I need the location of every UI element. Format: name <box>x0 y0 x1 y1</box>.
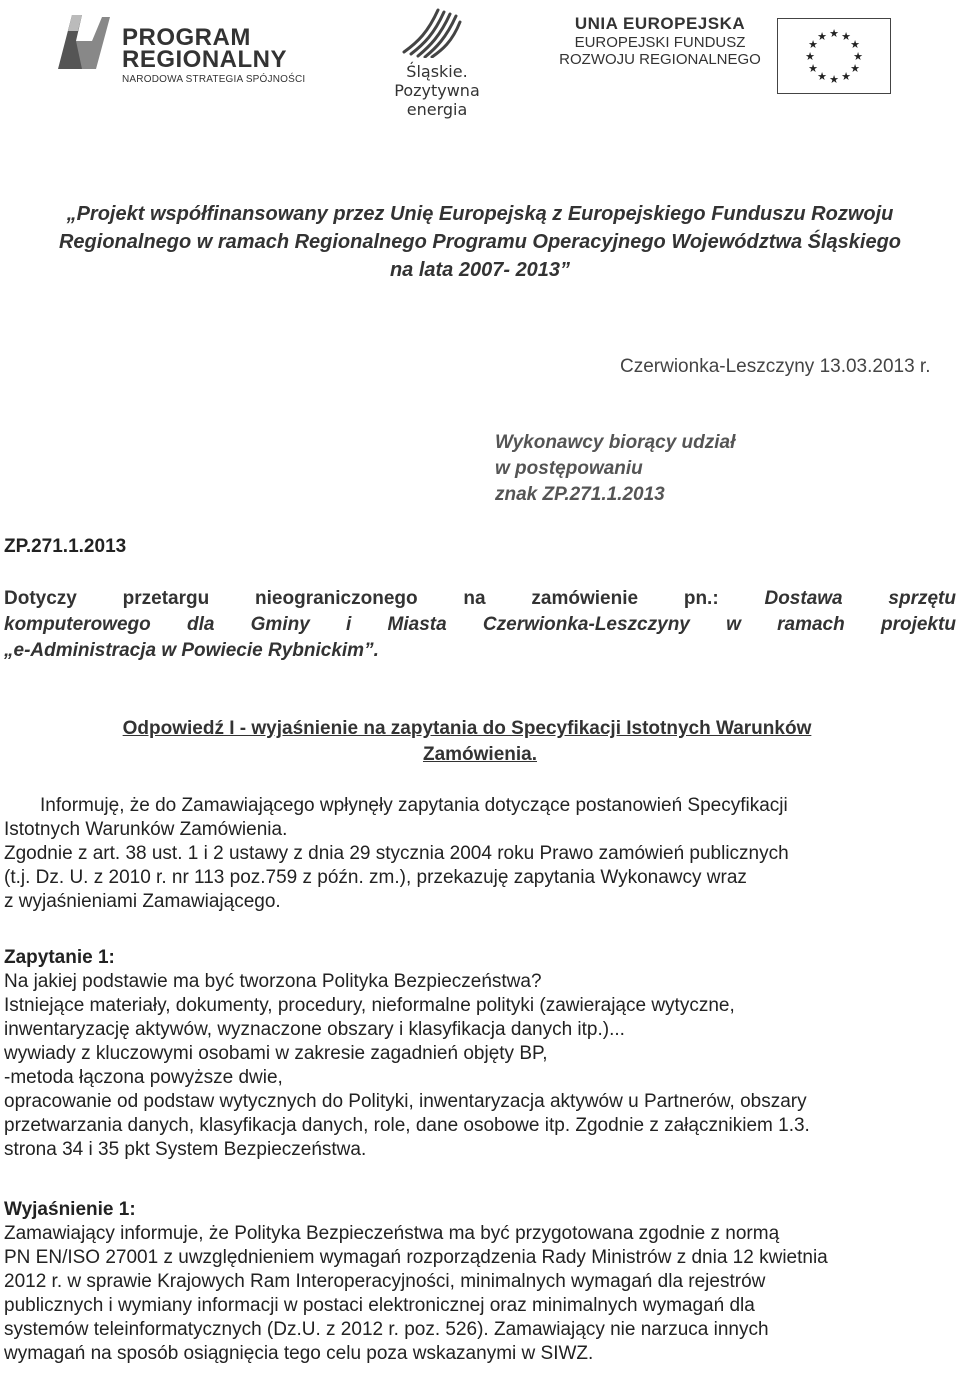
addressee-line2: w postępowaniu <box>495 458 643 479</box>
project-funding-title <box>4 200 956 284</box>
explanation-heading: Wyjaśnienie 1: <box>4 1199 136 1220</box>
addressee-line1: Wykonawcy biorący udział <box>495 432 736 453</box>
eu-logo <box>555 14 955 94</box>
subject-word: nieograniczonego <box>255 588 418 609</box>
explanation-line: 2012 r. w sprawie Krajowych Ram Interoperacyjności, minimalnych wymagań dla rejestrów <box>4 1271 766 1292</box>
svg-text:★: ★ <box>841 30 851 43</box>
program-regionalny-emblem <box>52 11 114 73</box>
project-title-line2: Regionalnego w ramach Regionalnego Programu Operacyjnego Województwa Śląskiego <box>58 231 902 253</box>
svg-text:★: ★ <box>817 30 827 43</box>
intro-line: Informuję, że do Zamawiającego wpłynęły zapytania dotyczące postanowień Specyfikacji <box>40 795 788 816</box>
subject-line2 <box>4 612 956 638</box>
explanation-line: publicznych i wymiany informacji w postaci elektronicznej oraz minimalnych wymagań dla <box>4 1295 755 1316</box>
program-regionalny-logo <box>52 5 312 85</box>
subject-word: w <box>726 614 741 635</box>
intro-line: Zgodnie z art. 38 ust. 1 i 2 ustawy z dnia 29 stycznia 2004 roku Prawo zamówień publicznych <box>4 843 789 864</box>
logo-ue-line2: EUROPEJSKI FUNDUSZ <box>574 34 746 51</box>
subject-word: projektu <box>880 614 956 635</box>
question-line: przetwarzania danych, klasyfikacja danych, role, dane osobowe itp. Zgodnie z załącznikiem 1.3. <box>4 1115 810 1136</box>
answer-title-line2: Zamówienia. <box>422 744 538 765</box>
subject-word: Dostawa <box>764 588 843 609</box>
svg-text:★: ★ <box>805 50 815 63</box>
subject-word: zamówienie <box>531 588 639 609</box>
logo-slaskie-line2: Pozytywna energia <box>394 81 480 119</box>
question-line: wywiady z kluczowymi osobami w zakresie zagadnień objęty BP, <box>4 1043 548 1064</box>
subject-word: sprzętu <box>888 588 956 609</box>
subject-word: Czerwionka-Leszczyny <box>482 614 690 635</box>
question-line: -metoda łączona powyższe dwie, <box>4 1067 283 1088</box>
svg-text:★: ★ <box>829 27 839 40</box>
subject-word: Dotyczy <box>4 588 77 609</box>
logo-program-line1: PROGRAM <box>122 24 251 51</box>
question-line: opracowanie od podstaw wytycznych do Polityki, inwentaryzacja aktywów u Partnerów, obszary <box>4 1091 807 1112</box>
addressee-block <box>495 430 955 508</box>
subject-line1 <box>4 586 956 612</box>
project-title-line3: na lata 2007- 2013” <box>389 259 571 281</box>
svg-text:★: ★ <box>808 62 818 75</box>
logo-program-line3: NARODOWA STRATEGIA SPÓJNOŚCI <box>122 74 306 85</box>
slaskie-logo <box>362 2 512 119</box>
svg-text:★: ★ <box>853 50 863 63</box>
svg-text:★: ★ <box>817 70 827 83</box>
answer-title-line1: Odpowiedź I - wyjaśnienie na zapytania do Specyfikacji Istotnych Warunków <box>122 718 812 739</box>
intro-line: z wyjaśnieniami Zamawiającego. <box>4 891 281 912</box>
answer-title <box>4 716 956 768</box>
slaskie-wave-emblem <box>398 2 464 58</box>
explanation-line: PN EN/ISO 27001 z uwzględnieniem wymagań rozporządzenia Rady Ministrów z dnia 12 kwietnia <box>4 1247 828 1268</box>
subject-line3: „e-Administracja w Powiecie Rybnickim”. <box>4 640 379 661</box>
question-line: Na jakiej podstawie ma być tworzona Polityka Bezpieczeństwa? <box>4 971 542 992</box>
question-line: Istniejące materiały, dokumenty, procedury, nieformalne polityki (zawierające wytyczne, <box>4 995 735 1016</box>
project-title-line1: „Projekt współfinansowany przez Unię Europejską z Europejskiego Funduszu Rozwoju <box>66 203 894 225</box>
svg-text:★: ★ <box>829 73 839 86</box>
question-heading: Zapytanie 1: <box>4 947 115 968</box>
intro-line: (t.j. Dz. U. z 2010 r. nr 113 poz.759 z późn. zm.), przekazuję zapytania Wykonawcy wraz <box>4 867 747 888</box>
question-line: strona 34 i 35 pkt System Bezpieczeństwa. <box>4 1139 367 1160</box>
explanation-line: Zamawiający informuje, że Polityka Bezpieczeństwa ma być przygotowana zgodnie z normą <box>4 1223 780 1244</box>
logo-ue-line3: ROZWOJU REGIONALNEGO <box>559 51 761 68</box>
intro-line: Istotnych Warunków Zamówienia. <box>4 819 288 840</box>
subject-word: na <box>463 588 486 609</box>
subject-word: ramach <box>777 614 845 635</box>
svg-text:★: ★ <box>850 62 860 75</box>
subject-word: przetargu <box>122 588 210 609</box>
subject-word: Gminy <box>250 614 310 635</box>
subject-block <box>4 586 956 664</box>
eu-flag-icon <box>777 18 891 94</box>
subject-word: komputerowego <box>4 614 151 635</box>
explanation-line: wymagań na sposób osiągnięcia tego celu poza wskazanymi w SIWZ. <box>4 1343 594 1364</box>
logo-slaskie-line1: Śląskie. <box>406 62 468 81</box>
subject-word: i <box>346 614 352 635</box>
question-1 <box>4 946 956 1162</box>
explanation-1 <box>4 1198 956 1366</box>
header-logos <box>0 0 960 119</box>
svg-text:★: ★ <box>850 38 860 51</box>
place-and-date: Czerwionka-Leszczyny 13.03.2013 r. <box>620 356 931 377</box>
svg-text:★: ★ <box>808 38 818 51</box>
intro-block <box>4 794 956 914</box>
subject-word: Miasta <box>387 614 447 635</box>
question-line: inwentaryzację aktywów, wyznaczone obszary i klasyfikacja danych itp.)... <box>4 1019 625 1040</box>
logo-program-line2: REGIONALNY <box>122 46 288 73</box>
explanation-line: systemów teleinformatycznych (Dz.U. z 2012 r. poz. 526). Zamawiający nie narzuca innych <box>4 1319 769 1340</box>
reference-number: ZP.271.1.2013 <box>4 536 127 557</box>
svg-text:★: ★ <box>841 70 851 83</box>
logo-ue-line1: UNIA EUROPEJSKA <box>574 14 746 33</box>
subject-word: dla <box>186 614 215 635</box>
subject-word: pn.: <box>683 588 719 609</box>
addressee-line3: znak ZP.271.1.2013 <box>495 484 665 505</box>
